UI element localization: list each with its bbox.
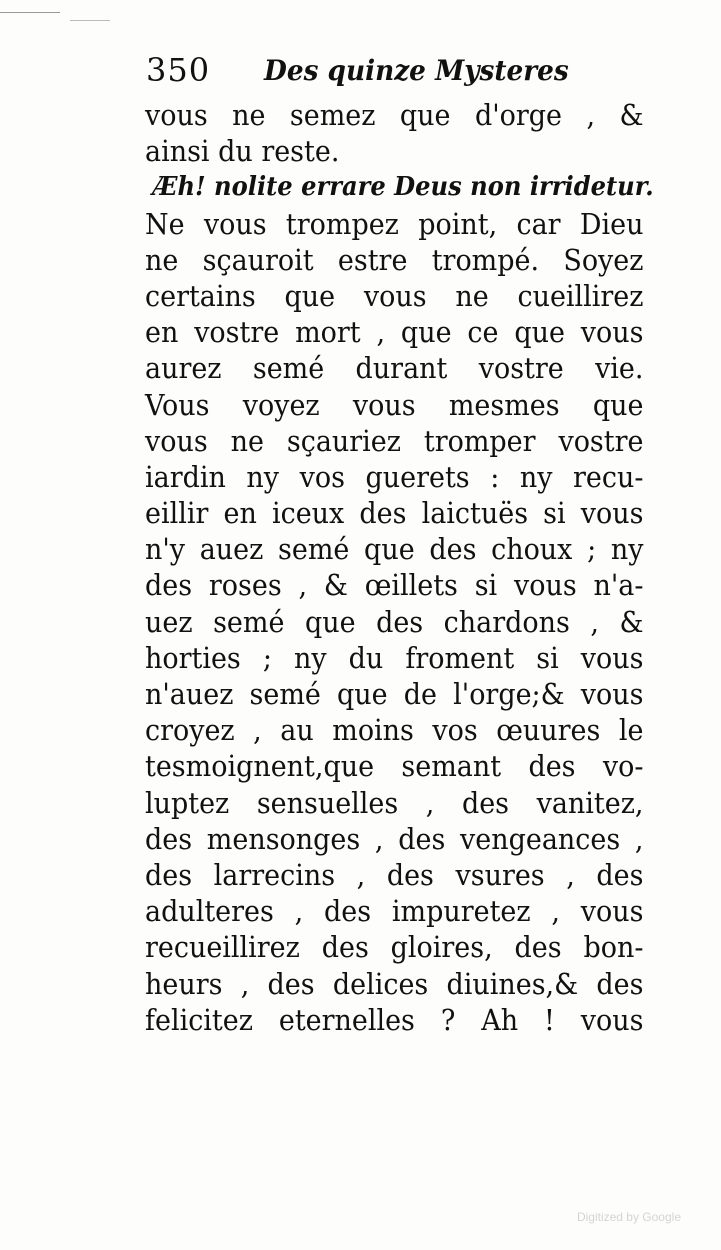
text-line: n'auez semé que de l'orge;& vous bbox=[145, 677, 644, 711]
text-line: des mensonges , des vengeances , bbox=[145, 821, 644, 856]
scan-edge-mark bbox=[70, 20, 110, 21]
text-line: luptez sensuelles , des vanitez, bbox=[145, 785, 644, 820]
running-header bbox=[146, 50, 646, 94]
text-line: des roses , & œillets si vous n'a- bbox=[145, 568, 644, 603]
text-line: aurez semé durant vostre vie. bbox=[145, 351, 644, 386]
text-line: tesmoignent,que semant des vo- bbox=[145, 749, 644, 784]
text-line: Ne vous trompez point, car Dieu bbox=[145, 206, 644, 241]
text-line: vous ne sçauriez tromper vostre bbox=[145, 423, 644, 458]
scan-edge-mark bbox=[0, 12, 60, 13]
text-line: eillir en iceux des laictuës si vous bbox=[145, 496, 644, 531]
digitization-watermark: Digitized by Google bbox=[576, 1210, 681, 1224]
text-line: Vous voyez vous mesmes que bbox=[145, 387, 644, 422]
text-line: horties ; ny du froment si vous bbox=[145, 640, 644, 675]
text-line: en vostre mort , que ce que vous bbox=[145, 315, 644, 350]
latin-quotation: Æh! nolite errare Deus non irridetur. bbox=[152, 172, 654, 203]
body-text bbox=[145, 97, 654, 1038]
text-line: ainsi du reste. bbox=[145, 134, 340, 169]
page-number: 350 bbox=[146, 51, 211, 89]
text-line: heurs , des delices diuines,& des bbox=[145, 966, 644, 1001]
text-line: adulteres , des impuretez , vous bbox=[145, 894, 644, 929]
text-line: vous ne semez que d'orge , & bbox=[145, 98, 644, 132]
text-line: iardin ny vos guerets : ny recu- bbox=[145, 459, 644, 494]
text-line: uez semé que des chardons , & bbox=[145, 604, 644, 639]
text-line: certains que vous ne cueillirez bbox=[145, 278, 644, 313]
text-line: recueillirez des gloires, des bon- bbox=[145, 930, 644, 965]
text-line: n'y auez semé que des choux ; ny bbox=[145, 532, 644, 567]
text-line: ne sçauroit estre trompé. Soyez bbox=[145, 242, 644, 277]
running-title: Des quinze Mysteres bbox=[264, 54, 569, 87]
text-line: felicitez eternelles ? Ah ! vous bbox=[145, 1002, 644, 1037]
text-line: des larrecins , des vsures , des bbox=[145, 857, 644, 892]
text-line: croyez , au moins vos œuures le bbox=[145, 713, 644, 748]
